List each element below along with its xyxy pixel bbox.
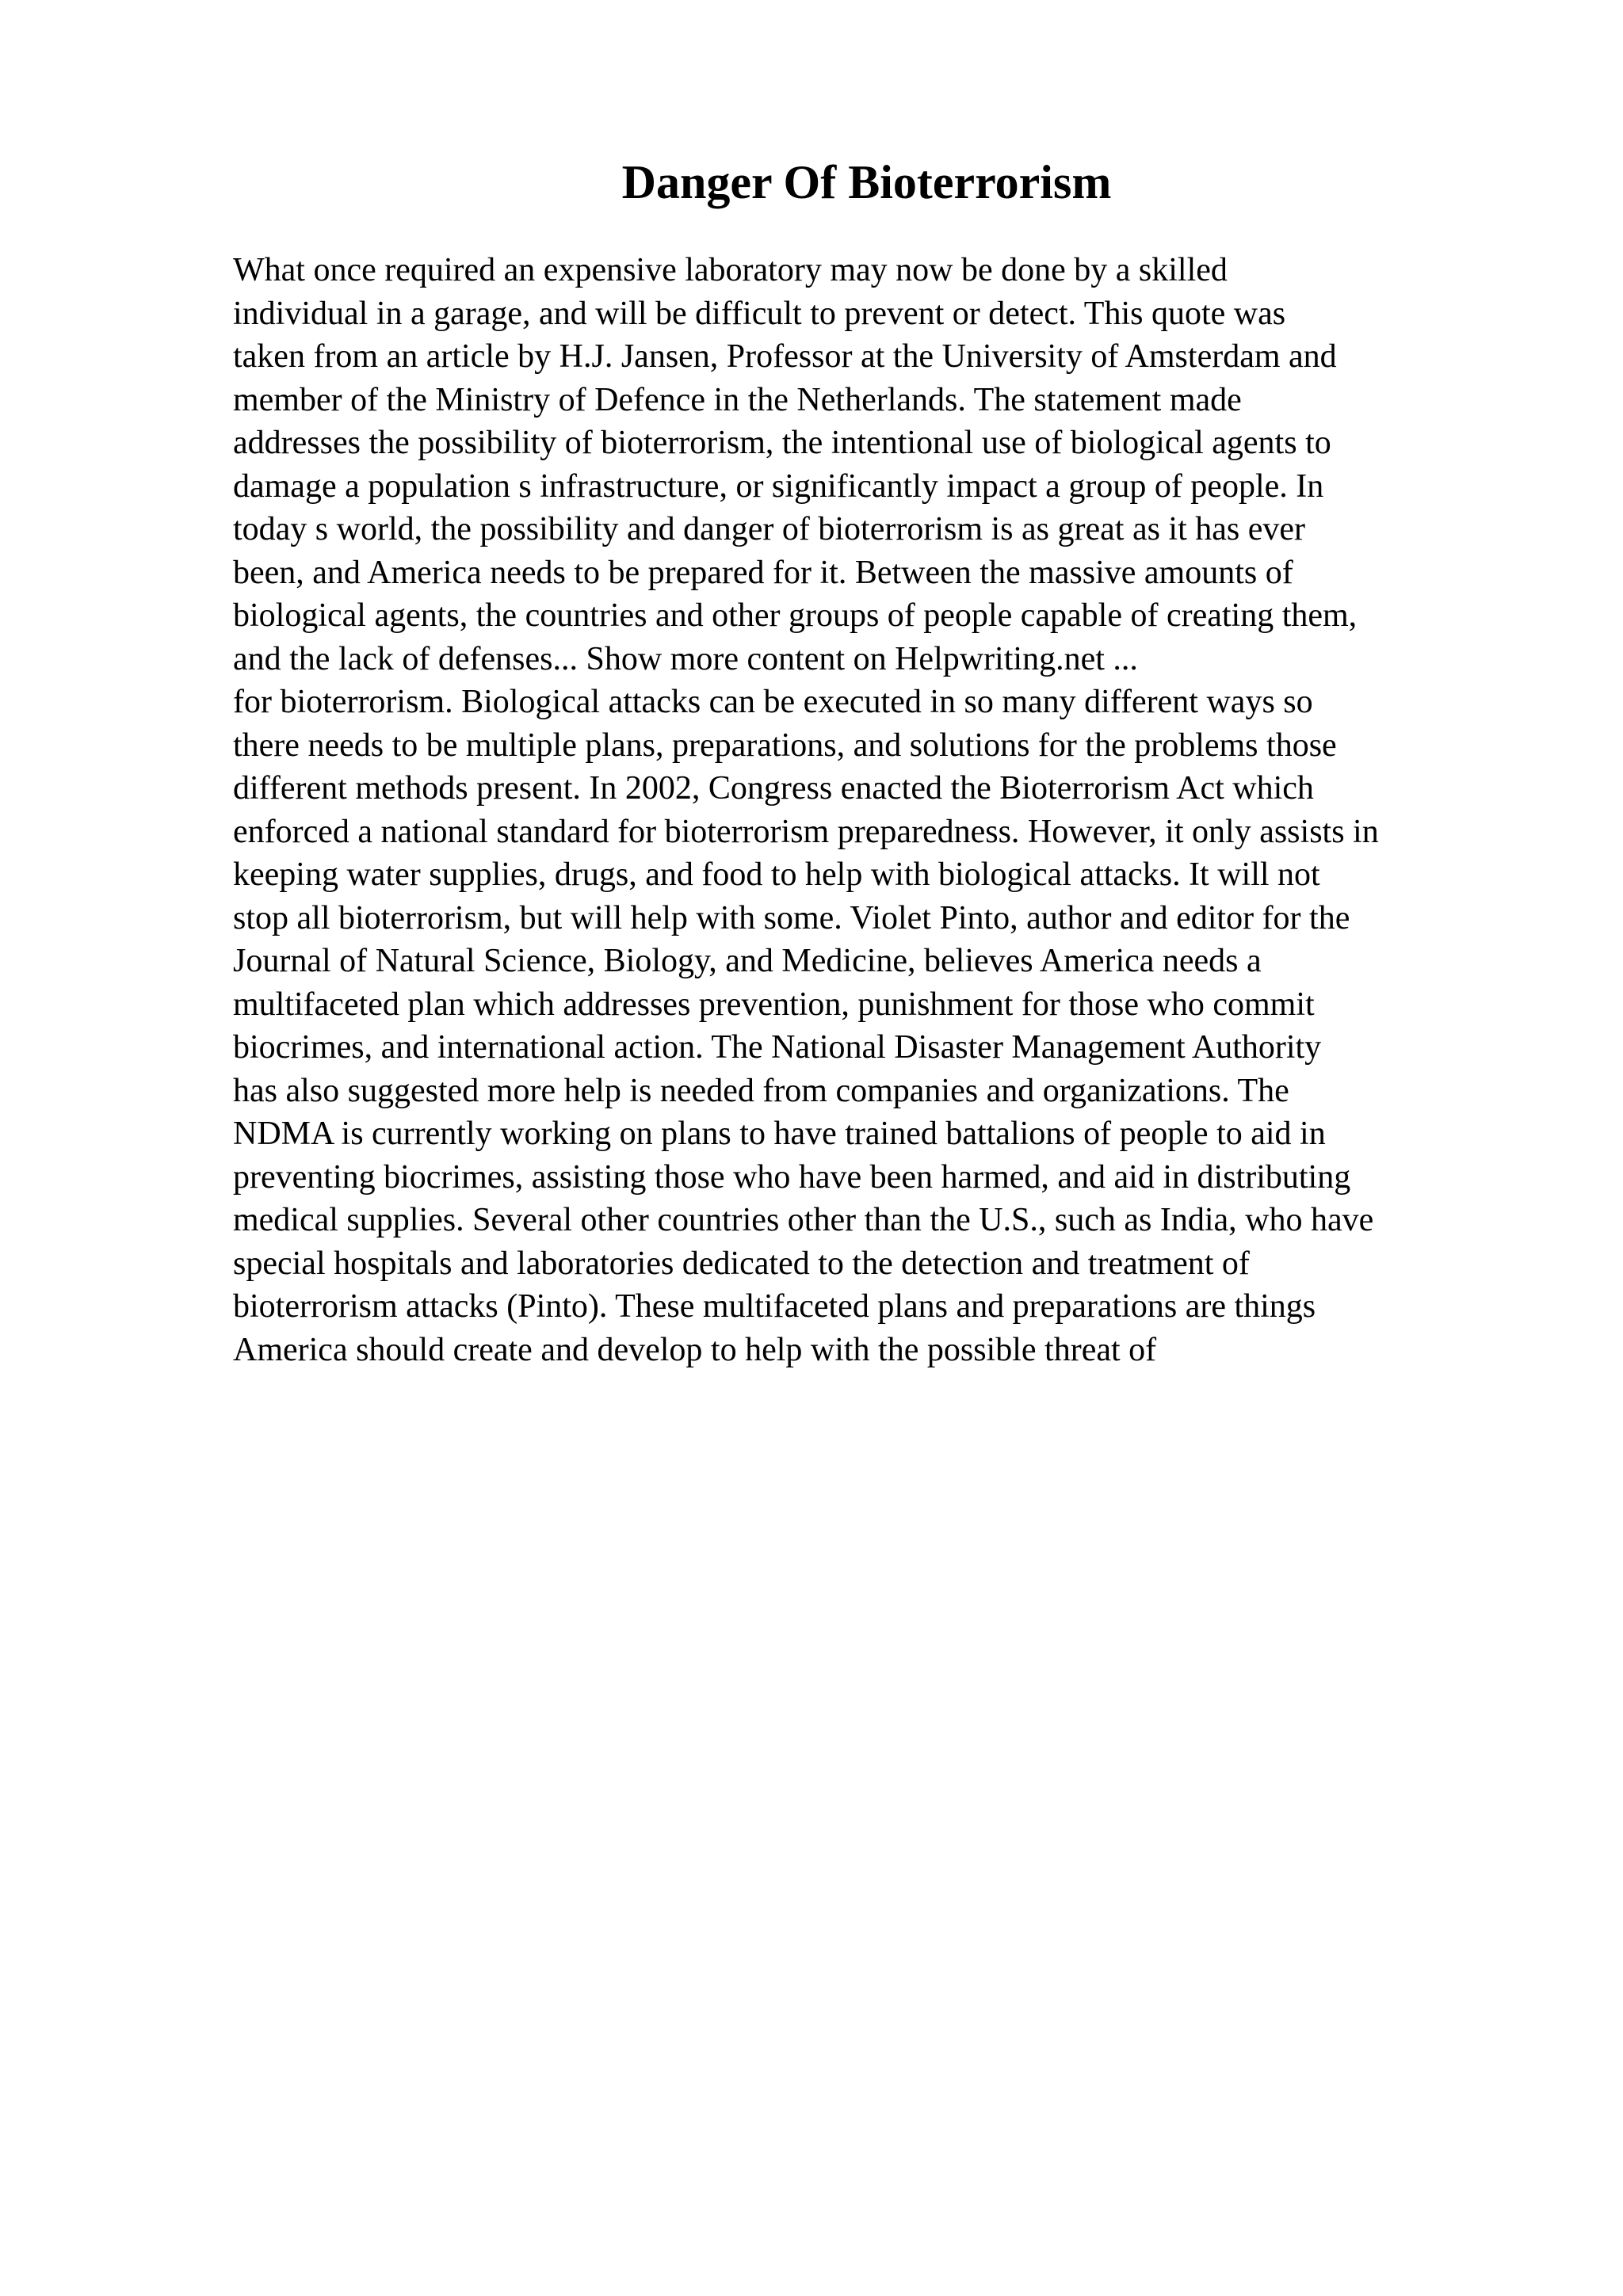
body-line: damage a population s infrastructure, or significantly impact a group of people. In [233, 467, 1324, 505]
body-line: bioterrorism attacks (Pinto). These multifaceted plans and preparations are things [233, 1288, 1316, 1325]
body-line: taken from an article by H.J. Jansen, Professor at the University of Amsterdam and [233, 338, 1337, 375]
body-line: America should create and develop to help with the possible threat of [233, 1331, 1157, 1368]
document-title: Danger Of Bioterrorism [621, 156, 1112, 208]
body-line: biocrimes, and international action. The National Disaster Management Authority [233, 1029, 1322, 1066]
body-line: for bioterrorism. Biological attacks can be executed in so many different ways so [233, 684, 1313, 720]
body-line: preventing biocrimes, assisting those who have been harmed, and aid in distributing [233, 1158, 1351, 1196]
body-line: keeping water supplies, drugs, and food to help with biological attacks. It will not [233, 856, 1320, 893]
body-line: What once required an expensive laboratory may now be done by a skilled [233, 252, 1228, 288]
body-line: Journal of Natural Science, Biology, and Medicine, believes America needs a [233, 943, 1262, 979]
body-line: today s world, the possibility and danger of bioterrorism is as great as it has ever [233, 511, 1306, 547]
body-line: individual in a garage, and will be difficult to prevent or detect. This quote was [233, 295, 1286, 332]
body-line: enforced a national standard for bioterrorism preparedness. However, it only assists in [233, 813, 1379, 850]
document-body [233, 249, 1580, 1371]
body-line: there needs to be multiple plans, preparations, and solutions for the problems those [233, 727, 1337, 764]
body-line: NDMA is currently working on plans to have trained battalions of people to aid in [233, 1116, 1326, 1152]
body-line: and the lack of defenses... Show more content on Helpwriting.net ... [233, 640, 1138, 677]
body-line: been, and America needs to be prepared for it. Between the massive amounts of [233, 554, 1293, 591]
body-line: biological agents, the countries and other groups of people capable of creating them, [233, 597, 1358, 634]
body-line: medical supplies. Several other countries other than the U.S., such as India, who have [233, 1202, 1374, 1238]
body-line: multifaceted plan which addresses prevention, punishment for those who commit [233, 986, 1315, 1023]
body-line: member of the Ministry of Defence in the Netherlands. The statement made [233, 381, 1242, 418]
body-line: different methods present. In 2002, Congress enacted the Bioterrorism Act which [233, 770, 1314, 807]
body-line: stop all bioterrorism, but will help with some. Violet Pinto, author and editor for the [233, 899, 1350, 936]
body-line: special hospitals and laboratories dedicated to the detection and treatment of [233, 1245, 1250, 1282]
body-line: addresses the possibility of bioterrorism, the intentional use of biological agents to [233, 425, 1331, 461]
body-line: has also suggested more help is needed from companies and organizations. The [233, 1072, 1289, 1109]
